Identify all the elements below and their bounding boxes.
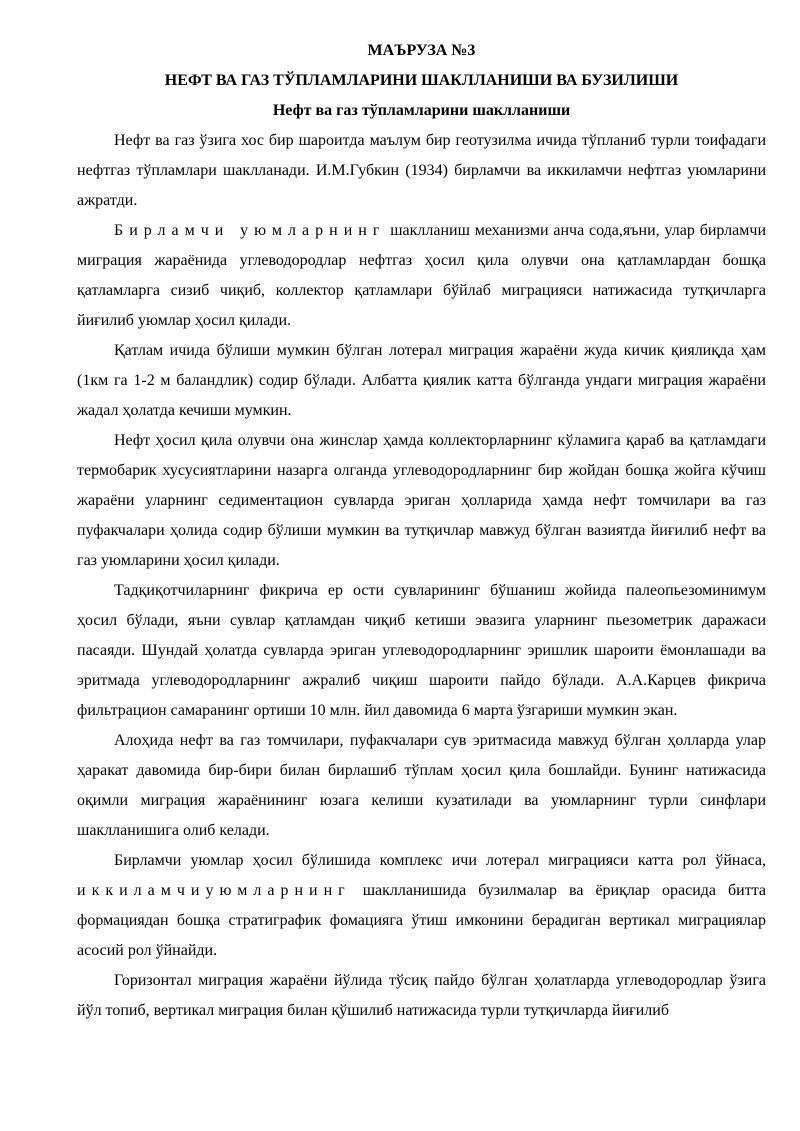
spaced-term-primary: Бирламчи уюмларнинг	[114, 222, 386, 239]
lecture-title: МАЪРУЗА №3	[367, 42, 476, 59]
paragraph-7	[77, 846, 766, 966]
paragraph-2	[77, 216, 766, 336]
section-heading: Нефт ва газ тўпламларини шаклланиши	[272, 102, 571, 119]
spaced-term-secondary: иккиламчиуюмларнинг	[77, 882, 351, 899]
paragraph-8: Горизонтал миграция жараёни йўлида тўсиқ пайдо бўлган ҳолатларда углеводородлар ўзига йўл топиб, вертикал миграция билан қўшилиб натижасида турли тутқичларда йиғилиб	[77, 972, 766, 1019]
paragraph-2-text: шаклланиш механизми анча сода,яъни, улар бирламчи миграция жараёнида углеводородлар нефтгаз ҳосил қила олувчи она қатламлардан бошқа қатламларга сизиб чиқиб, коллектор қатламлари бўйлаб миграцияси натижасида тутқичларга йиғилиб уюмлар ҳосил қилади.	[77, 222, 767, 329]
paragraph-7-start: Бирламчи уюмлар ҳосил бўлишида комплекс ичи лотерал миграцияси катта рол ўйнаса,	[114, 852, 766, 869]
paragraph-4: Нефт ҳосил қила олувчи она жинслар ҳамда коллекторларнинг кўламига қараб ва қатламдаги термобарик хусусиятларини назарга олганда углеводородларнинг бир жойдан бошқа жойга кўчиш жараёни уларнинг седиментацион сувларда эриган ҳолларида ҳамда нефт томчилари ва газ пуфакчалари ҳолида содир бўлиши мумкин ва тутқичлар мавжуд бўлган вазиятда йиғилиб нефт ва газ уюмларини ҳосил қилади.	[77, 432, 766, 569]
lecture-subtitle: НЕФТ ВА ГАЗ ТЎПЛАМЛАРИНИ ШАКЛЛАНИШИ ВА БУЗИЛИШИ	[164, 72, 679, 89]
paragraph-5: Тадқиқотчиларнинг фикрича ер ости сувларининг бўшаниш жойида палеопьезоминимум ҳосил бўлади, яъни сувлар қатламдан чиқиб кетиши эвазига уларнинг пьезометрик даражаси пасаяди. Шундай ҳолатда сувларда эриган углеводородларнинг эришлик шароити ёмонлашади ва эритмада углеводородларнинг ажралиб чиқиш шароити пайдо бўлади. А.А.Карцев фикрича фильтрацион самаранинг ортиши 10 млн. йил давомида 6 марта ўзгариши мумкин экан.	[77, 582, 766, 719]
paragraph-6: Алоҳида нефт ва газ томчилари, пуфакчалари сув эритмасида мавжуд бўлган ҳолларда улар ҳаракат давомида бир-бири билан бирлашиб тўплам ҳосил қила бошлайди. Бунинг натижасида оқимли миграция жараёнининг юзага келиши кузатилади ва уюмларнинг турли синфлари шаклланишига олиб келади.	[77, 732, 766, 839]
paragraph-7-text: шаклланишида бузилмалар ва ёриқлар орасида битта формациядан бошқа стратиграфик фомацияга ўтиш имконини берадиган вертикал миграциялар асосий рол ўйнайди.	[77, 882, 766, 959]
paragraph-1: Нефт ва газ ўзига хос бир шароитда маълум бир геотузилма ичида тўпланиб турли тоифадаги нефтгаз тўпламлари шаклланади. И.М.Губкин (1934) бирламчи ва иккиламчи нефтгаз уюмларини ажратди.	[77, 132, 766, 209]
paragraph-3: Қатлам ичида бўлиши мумкин бўлган лотерал миграция жараёни жуда кичик қиялиқда ҳам (1км га 1-2 м баландлик) содир бўлади. Албатта қиялик катта бўлганда ундаги миграция жараёни жадал ҳолатда кечиши мумкин.	[77, 342, 766, 419]
